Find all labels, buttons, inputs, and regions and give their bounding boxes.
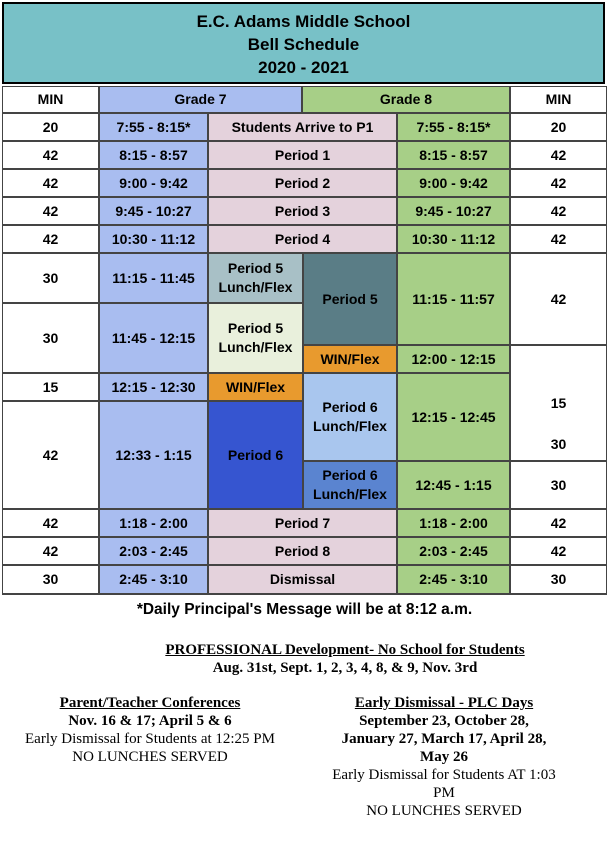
row1-min-left: 20 <box>2 113 99 141</box>
row5-min-left: 42 <box>2 225 99 253</box>
row6-activity: Period 7 <box>208 509 397 537</box>
grade7-win-flex: WIN/Flex <box>208 373 303 401</box>
schedule-banner <box>2 2 605 84</box>
schedule-title: Bell Schedule <box>247 35 360 54</box>
row1-min-right: 20 <box>510 113 607 141</box>
plc-dates-line2: January 27, March 17, April 28, <box>341 731 547 747</box>
row3-min-left: 42 <box>2 169 99 197</box>
grade8-period6-lunch-a <box>303 373 397 461</box>
grade8-time-1215: 12:15 - 12:45 <box>397 373 510 461</box>
pd-dates: Aug. 31st, Sept. 1, 2, 3, 4, 8, & 9, Nov. 3rd <box>212 660 478 676</box>
row1-activity: Students Arrive to P1 <box>208 113 397 141</box>
row6-grade7-time: 1:18 - 2:00 <box>99 509 208 537</box>
pd-heading: PROFESSIONAL Development- No School for Students <box>165 642 525 658</box>
grade7-period5-lunch-b-line1: Period 5 <box>227 320 284 336</box>
row2-min-left: 42 <box>2 141 99 169</box>
school-year: 2020 - 2021 <box>258 58 349 77</box>
row4-min-right: 42 <box>510 197 607 225</box>
row1-grade8-time: 7:55 - 8:15* <box>397 113 510 141</box>
lunch-min-left-42: 42 <box>2 401 99 509</box>
conferences-section <box>0 694 300 766</box>
row5-activity: Period 4 <box>208 225 397 253</box>
lunch-min-right-30a: 30 <box>550 436 567 452</box>
row3-activity: Period 2 <box>208 169 397 197</box>
lunch-min-left-30b: 30 <box>2 303 99 373</box>
row8-activity: Dismissal <box>208 565 397 594</box>
grade7-header: Grade 7 <box>99 86 302 113</box>
plc-dates-line3: May 26 <box>420 749 468 765</box>
row6-grade8-time: 1:18 - 2:00 <box>397 509 510 537</box>
lunch-min-right-15: 15 <box>550 395 567 411</box>
grade7-period6: Period 6 <box>208 401 303 509</box>
conferences-dates: Nov. 16 & 17; April 5 & 6 <box>68 713 232 729</box>
plc-heading: Early Dismissal - PLC Days <box>354 695 534 711</box>
lunch-min-left-15: 15 <box>2 373 99 401</box>
row1-grade7-time: 7:55 - 8:15* <box>99 113 208 141</box>
row8-grade7-time: 2:45 - 3:10 <box>99 565 208 594</box>
principal-message-note: *Daily Principal's Message will be at 8:12 a.m. <box>2 594 607 625</box>
grade8-period6-lunch-b <box>303 461 397 509</box>
grade8-time-1245: 12:45 - 1:15 <box>397 461 510 509</box>
plc-dates-line1: September 23, October 28, <box>359 713 529 729</box>
lunch-min-left-30a: 30 <box>2 253 99 303</box>
grade7-time-1145: 11:45 - 12:15 <box>99 303 208 373</box>
plc-no-lunch: NO LUNCHES SERVED <box>366 803 522 819</box>
lunch-min-right-42: 42 <box>510 253 607 345</box>
grade7-period5-lunch-a-line1: Period 5 <box>227 260 284 276</box>
row8-min-left: 30 <box>2 565 99 594</box>
grade7-time-1115: 11:15 - 11:45 <box>99 253 208 303</box>
grade7-time-1215: 12:15 - 12:30 <box>99 373 208 401</box>
grade8-time-1200: 12:00 - 12:15 <box>397 345 510 373</box>
row8-grade8-time: 2:45 - 3:10 <box>397 565 510 594</box>
min-left-header: MIN <box>2 86 99 113</box>
grade8-period6-lunch-a-line2: Lunch/Flex <box>313 418 387 434</box>
row3-grade8-time: 9:00 - 9:42 <box>397 169 510 197</box>
row7-grade7-time: 2:03 - 2:45 <box>99 537 208 565</box>
row7-activity: Period 8 <box>208 537 397 565</box>
row5-grade7-time: 10:30 - 11:12 <box>99 225 208 253</box>
row2-min-right: 42 <box>510 141 607 169</box>
row8-min-right: 30 <box>510 565 607 594</box>
grade7-period5-lunch-b <box>208 303 303 373</box>
grade8-period5: Period 5 <box>303 253 397 345</box>
min-right-header: MIN <box>510 86 607 113</box>
grade8-period6-lunch-b-line1: Period 6 <box>322 467 378 483</box>
school-name: E.C. Adams Middle School <box>196 12 411 31</box>
row5-min-right: 42 <box>510 225 607 253</box>
row4-activity: Period 3 <box>208 197 397 225</box>
conferences-heading: Parent/Teacher Conferences <box>59 695 241 711</box>
grade7-period5-lunch-a-line2: Lunch/Flex <box>218 279 293 295</box>
row6-min-right: 42 <box>510 509 607 537</box>
row2-grade7-time: 8:15 - 8:57 <box>99 141 208 169</box>
row4-grade8-time: 9:45 - 10:27 <box>397 197 510 225</box>
grade8-header: Grade 8 <box>302 86 510 113</box>
lunch-min-right-30b: 30 <box>510 461 607 509</box>
plc-early-dismissal-line2: PM <box>433 785 455 801</box>
row3-min-right: 42 <box>510 169 607 197</box>
conferences-early-dismissal: Early Dismissal for Students at 12:25 PM <box>25 731 275 747</box>
row7-min-right: 42 <box>510 537 607 565</box>
row4-min-left: 42 <box>2 197 99 225</box>
grade8-time-1115: 11:15 - 11:57 <box>397 253 510 345</box>
grade8-period6-lunch-b-line2: Lunch/Flex <box>313 486 387 502</box>
row6-min-left: 42 <box>2 509 99 537</box>
grade7-period5-lunch-b-line2: Lunch/Flex <box>218 339 293 355</box>
conferences-no-lunch: NO LUNCHES SERVED <box>72 749 228 765</box>
plc-section <box>305 694 583 820</box>
row3-grade7-time: 9:00 - 9:42 <box>99 169 208 197</box>
row4-grade7-time: 9:45 - 10:27 <box>99 197 208 225</box>
row7-grade8-time: 2:03 - 2:45 <box>397 537 510 565</box>
plc-early-dismissal-line1: Early Dismissal for Students AT 1:03 <box>332 767 556 783</box>
grade7-period5-lunch-a <box>208 253 303 303</box>
pd-section <box>100 641 590 677</box>
grade7-time-1233: 12:33 - 1:15 <box>99 401 208 509</box>
row2-activity: Period 1 <box>208 141 397 169</box>
row7-min-left: 42 <box>2 537 99 565</box>
grade8-win-flex: WIN/Flex <box>303 345 397 373</box>
row5-grade8-time: 10:30 - 11:12 <box>397 225 510 253</box>
grade8-period6-lunch-a-line1: Period 6 <box>322 399 378 415</box>
row2-grade8-time: 8:15 - 8:57 <box>397 141 510 169</box>
lunch-min-right-15-30 <box>510 345 607 461</box>
